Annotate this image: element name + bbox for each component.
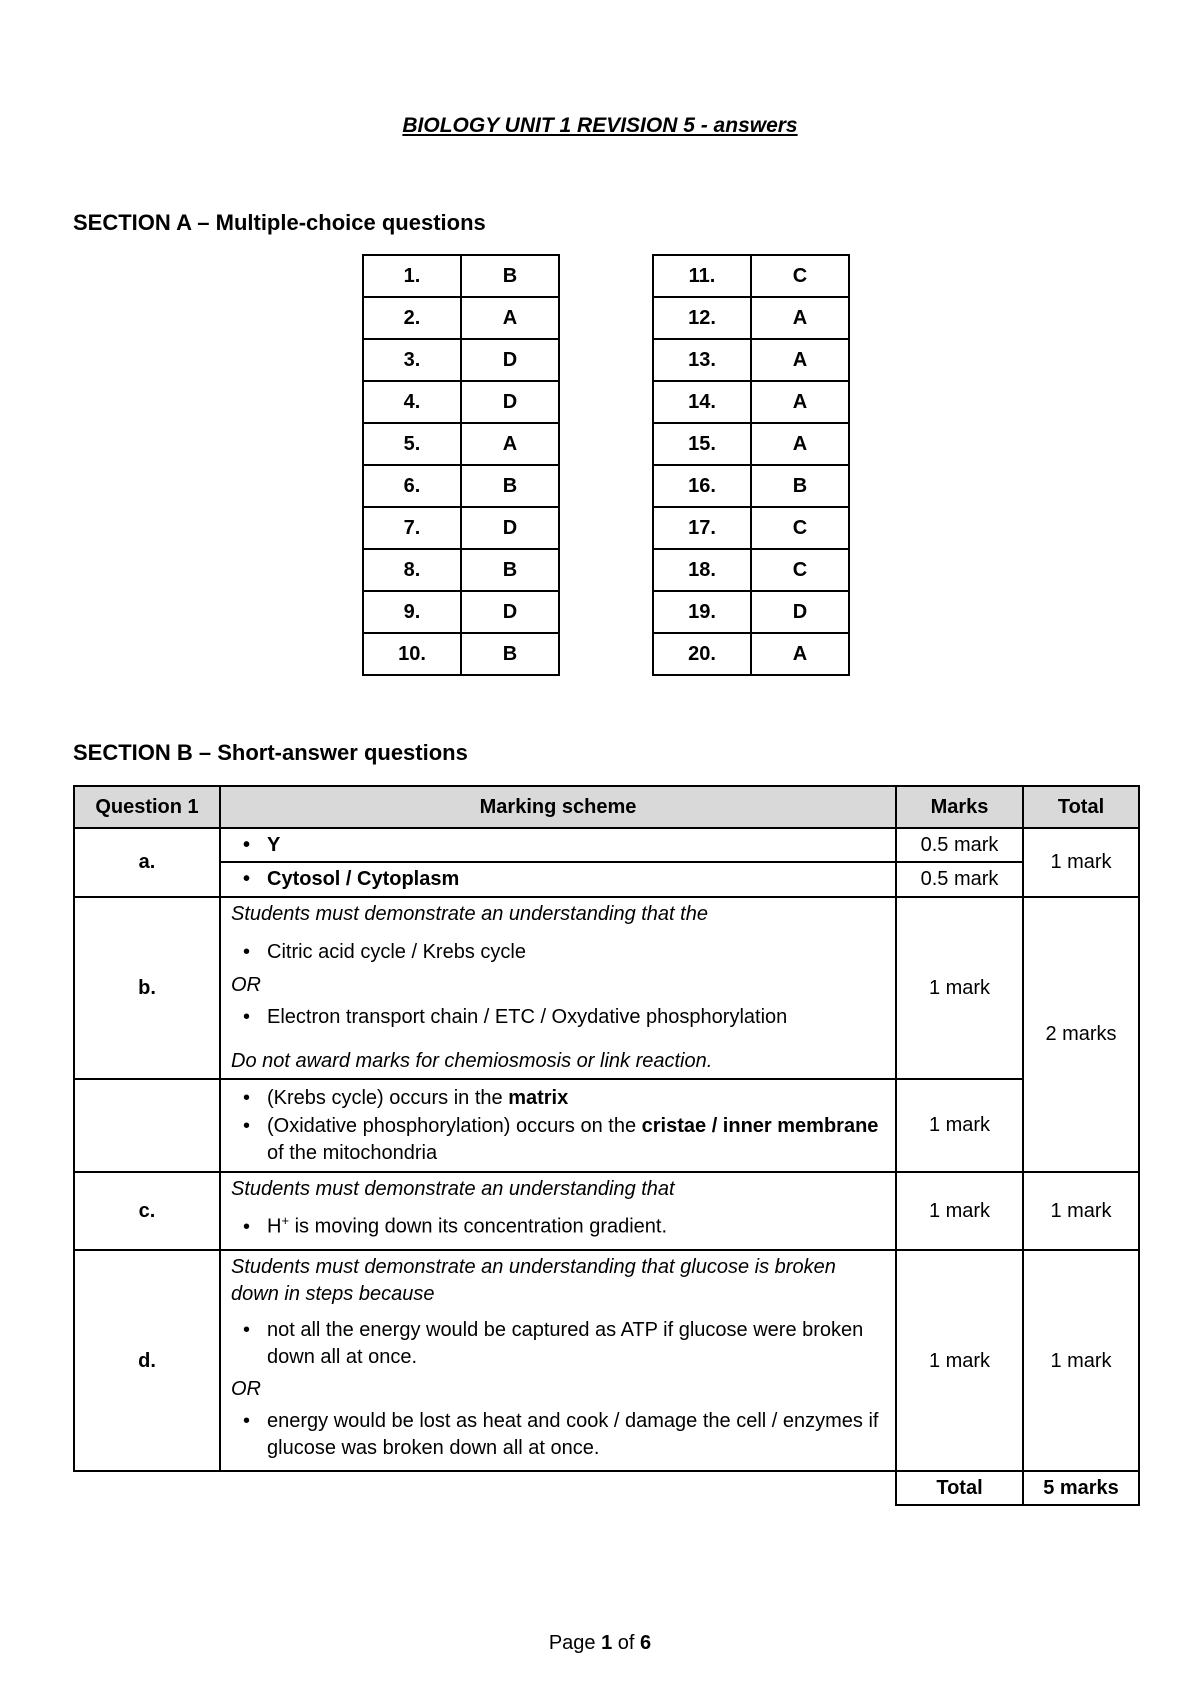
question-number: 16. [653,465,751,507]
mcq-row [363,549,559,591]
answer-letter: B [751,465,849,507]
question-number: 18. [653,549,751,591]
answer-letter: B [461,255,559,297]
question-number: 7. [363,507,461,549]
question-number: 1. [363,255,461,297]
answer-letter: B [461,549,559,591]
blank-cell [74,1471,220,1505]
question-number: 14. [653,381,751,423]
page-footer [0,1632,1200,1655]
header-total: Total [1023,786,1139,828]
mcq-row [363,591,559,633]
header-question: Question 1 [74,786,220,828]
mcq-row [653,507,849,549]
answer-letter: D [751,591,849,633]
section-a-heading: SECTION A – Multiple-choice questions [73,210,486,235]
question-number: 9. [363,591,461,633]
scheme-cell [220,1079,896,1172]
marks-cell: 1 mark [896,897,1023,1079]
row-b-part2 [74,1079,1139,1172]
answer-letter: A [751,423,849,465]
answer-letter: B [461,465,559,507]
question-label-empty [74,1079,220,1172]
scheme-intro: Students must demonstrate an understanding that [231,1177,675,1200]
answer-point [231,1113,885,1166]
row-b-part1 [74,897,1139,1079]
answer-letter: D [461,381,559,423]
question-number: 13. [653,339,751,381]
page-word: Page [548,1632,596,1654]
answer-point: • Cytosol / Cytoplasm [231,866,885,892]
mcq-answer-table-left [362,254,560,676]
row-c [74,1172,1139,1250]
total-cell-d: 1 mark [1023,1250,1139,1471]
mcq-row [653,549,849,591]
grand-total-value: 5 marks [1023,1471,1139,1505]
question-number: 11. [653,255,751,297]
question-number: 3. [363,339,461,381]
answer-letter: B [461,633,559,675]
text-fragment: (Oxidative phosphorylation) occurs on the [267,1115,642,1138]
answer-point [231,1212,885,1240]
question-label-b: b. [74,897,220,1079]
mcq-row [653,255,849,297]
question-number: 4. [363,381,461,423]
scheme-cell [220,828,896,862]
total-cell-a: 1 mark [1023,828,1139,897]
question-label-d: d. [74,1250,220,1471]
question-number: 17. [653,507,751,549]
scheme-cell [220,1250,896,1471]
mcq-row [363,381,559,423]
text-fragment: H [267,1215,282,1238]
mcq-row [653,339,849,381]
question-number: 5. [363,423,461,465]
question-label-a: a. [74,828,220,897]
scheme-intro: Students must demonstrate an understanding that glucose is broken down in steps because [231,1256,836,1305]
mcq-row [363,297,559,339]
page-number: 1 [601,1632,613,1654]
answer-option: • Electron transport chain / ETC / Oxydative phosphorylation [231,1004,885,1030]
mcq-row [653,591,849,633]
question-number: 8. [363,549,461,591]
mcq-row [363,255,559,297]
mcq-answer-table-right [652,254,850,676]
marks-cell: 0.5 mark [896,862,1023,896]
mcq-row [363,465,559,507]
text-fragment: (Krebs cycle) occurs in the [267,1086,509,1109]
mcq-row [653,465,849,507]
answer-option: • not all the energy would be captured as ATP if glucose were broken down all at once. [231,1317,885,1370]
section-b-heading: SECTION B – Short-answer questions [73,740,468,765]
mcq-row [363,507,559,549]
mcq-row [363,339,559,381]
total-cell-c: 1 mark [1023,1172,1139,1250]
total-cell-b: 2 marks [1023,897,1139,1172]
question-number: 10. [363,633,461,675]
scheme-cell [220,1172,896,1250]
question-number: 19. [653,591,751,633]
bold-term: cristae / inner membrane [641,1115,879,1138]
superscript: + [281,1213,290,1229]
question-number: 6. [363,465,461,507]
scheme-cell [220,862,896,896]
row-d [74,1250,1139,1471]
of-word: of [617,1632,635,1654]
answer-letter: A [751,381,849,423]
row-a-point2 [74,862,1139,896]
mcq-left-body [363,255,559,675]
answer-letter: A [751,339,849,381]
text-fragment: of the mitochondria [267,1141,438,1164]
header-row [74,786,1139,828]
row-a-point1 [74,828,1139,862]
mcq-row [653,297,849,339]
answer-letter: A [751,633,849,675]
mcq-row [363,423,559,465]
answer-option: • Citric acid cycle / Krebs cycle [231,939,885,965]
mcq-row [653,381,849,423]
marking-scheme-table [73,785,1140,1506]
or-separator: OR [231,973,261,996]
answer-letter: A [751,297,849,339]
grand-total-label: Total [896,1471,1023,1505]
question-number: 20. [653,633,751,675]
question-number: 15. [653,423,751,465]
question-label-c: c. [74,1172,220,1250]
answer-letter: C [751,255,849,297]
mcq-row [363,633,559,675]
answer-letter: A [461,423,559,465]
grand-total-row [74,1471,1139,1505]
marks-cell: 1 mark [896,1172,1023,1250]
marks-cell: 1 mark [896,1079,1023,1172]
scheme-note: Do not award marks for chemiosmosis or link reaction. [231,1050,713,1073]
header-marking-scheme: Marking scheme [220,786,896,828]
bold-term: matrix [508,1086,569,1109]
marks-cell: 1 mark [896,1250,1023,1471]
answer-point: • Y [231,832,885,858]
marks-cell: 0.5 mark [896,828,1023,862]
scheme-cell [220,897,896,1079]
scheme-intro: Students must demonstrate an understanding that the [231,902,708,925]
answer-letter: D [461,591,559,633]
answer-letter: C [751,507,849,549]
question-number: 12. [653,297,751,339]
answer-point [231,1085,885,1111]
mcq-row [653,633,849,675]
or-separator: OR [231,1377,261,1400]
document-title: BIOLOGY UNIT 1 REVISION 5 - answers [402,114,798,137]
page-count: 6 [640,1632,652,1654]
answer-option: • energy would be lost as heat and cook / damage the cell / enzymes if glucose was broken down all at once. [231,1408,885,1461]
question-number: 2. [363,297,461,339]
answer-letter: D [461,339,559,381]
answer-letter: A [461,297,559,339]
blank-cell [220,1471,896,1505]
answer-letter: D [461,507,559,549]
mcq-right-body [653,255,849,675]
mcq-row [653,423,849,465]
header-marks: Marks [896,786,1023,828]
text-fragment: is moving down its concentration gradient. [289,1215,668,1238]
answer-letter: C [751,549,849,591]
